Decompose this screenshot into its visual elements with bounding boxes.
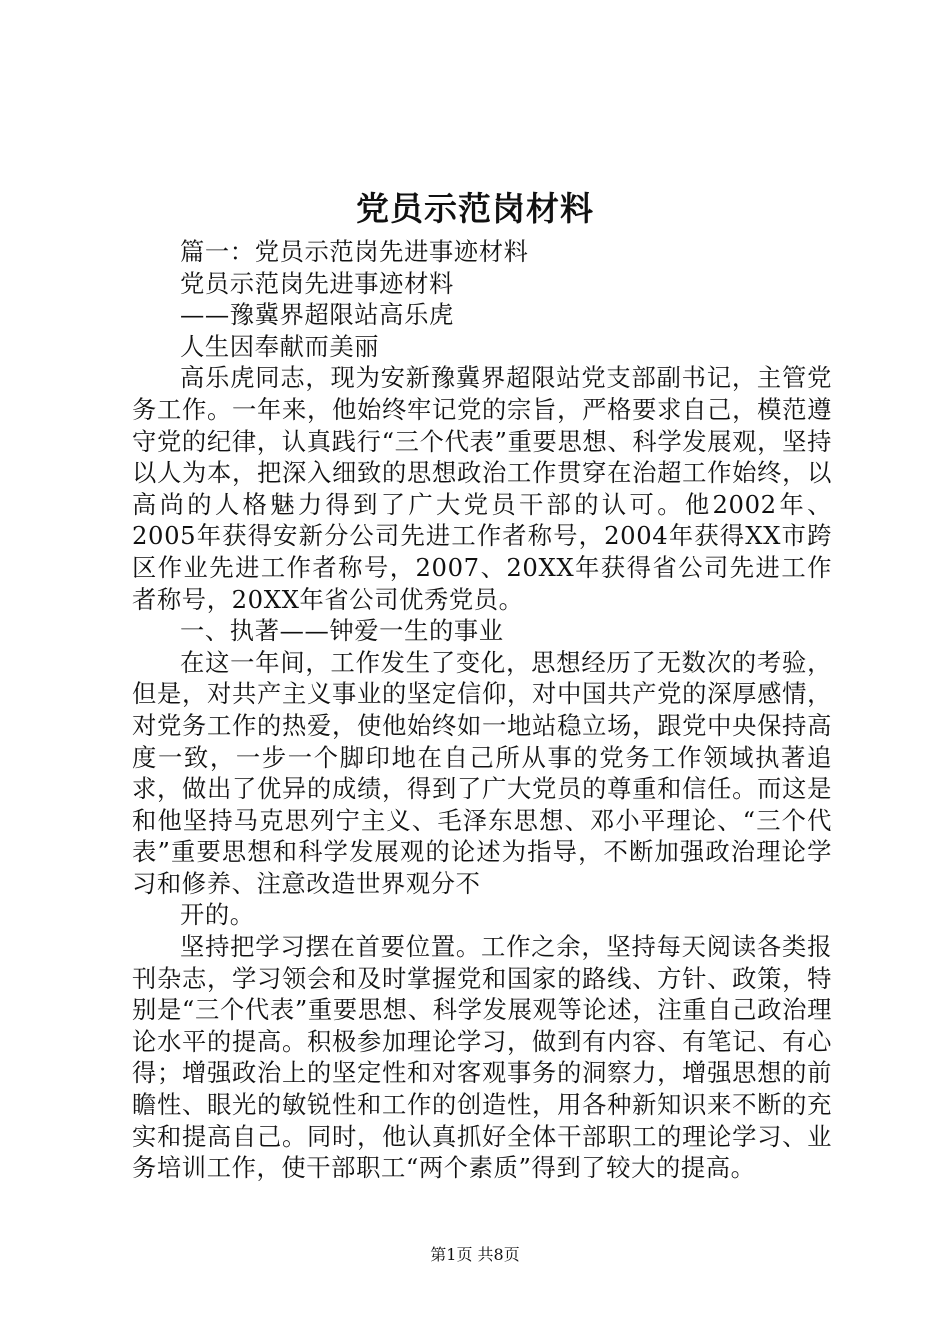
paragraph-continuation: 开的。 bbox=[180, 900, 255, 930]
page-number-footer: 第1页 共8页 bbox=[430, 1245, 520, 1264]
paragraph-section-1: 在这一年间，工作发生了变化，思想经历了无数次的考验，但是，对共产主义事业的坚定信仰，对中国共产党的深厚感情，对党务工作的热爱，使他始终如一地站稳立场，跟党中央保持高度一致，一步一个脚印地在自己所从事的党务工作领域执著追求，做出了优异的成绩，得到了广大党员的尊重和信任。而这是和他坚持马克思列宁主义、毛泽东思想、邓小平理论、“三个代表”重要思想和科学发展观的论述为指导，不断加强政治理论学习和修养、注意改造世界观分不 bbox=[132, 647, 832, 898]
document-body bbox=[132, 236, 832, 1184]
section-heading-1: 一、执著——钟爱一生的事业 bbox=[180, 616, 504, 646]
document-title: 党员示范岗材料 bbox=[356, 189, 594, 228]
article-motto: 人生因奉献而美丽 bbox=[180, 331, 380, 361]
paragraph-intro: 高乐虎同志，现为安新豫冀界超限站党支部副书记，主管党务工作。一年来，他始终牢记党的宗旨，严格要求自己，模范遵守党的纪律，认真践行“三个代表”重要思想、科学发展观，坚持以人为本，把深入细致的思想政治工作贯穿在治超工作始终，以高尚的人格魅力得到了广大党员干部的认可。他2002年、2005年获得安新分公司先进工作者称号，2004年获得XX市跨区作业先进工作者称号，2007、20XX年获得省公司先进工作者称号，20XX年省公司优秀党员。 bbox=[132, 363, 832, 614]
article-heading: 篇一：党员示范岗先进事迹材料 bbox=[180, 237, 529, 266]
article-author-line: ——豫冀界超限站高乐虎 bbox=[180, 300, 454, 330]
article-subheading: 党员示范岗先进事迹材料 bbox=[180, 268, 454, 298]
paragraph-study: 坚持把学习摆在首要位置。工作之余，坚持每天阅读各类报刊杂志，学习领会和及时掌握党和国家的路线、方针、政策，特别是“三个代表”重要思想、科学发展观等论述，注重自己政治理论水平的提高。积极参加理论学习，做到有内容、有笔记、有心得；增强政治上的坚定性和对客观事务的洞察力，增强思想的前瞻性、眼光的敏锐性和工作的创造性，用各种新知识来不断的充实和提高自己。同时，他认真抓好全体干部职工的理论学习、业务培训工作，使干部职工“两个素质”得到了较大的提高。 bbox=[132, 932, 832, 1183]
